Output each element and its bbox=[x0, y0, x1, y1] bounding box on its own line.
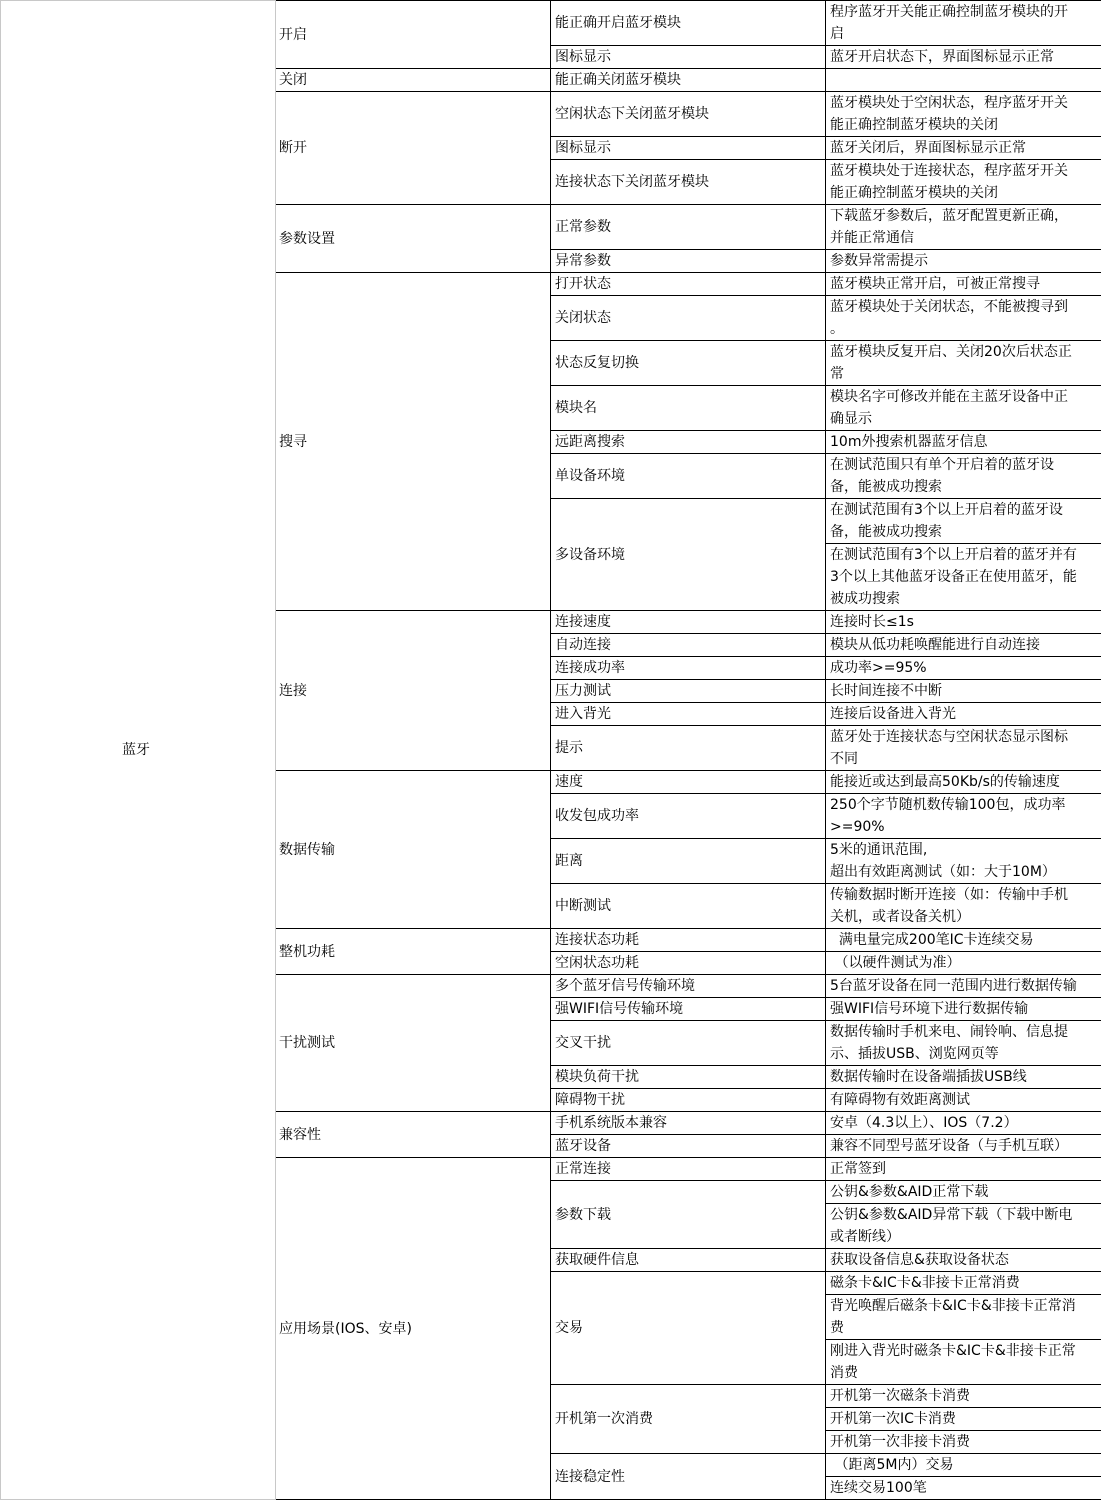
check-item-cell: 交易 bbox=[551, 1272, 826, 1385]
check-item-cell: 能正确开启蓝牙模块 bbox=[551, 1, 826, 46]
expected-result-cell: 5台蓝牙设备在同一范围内进行数据传输 bbox=[826, 975, 1101, 998]
check-item-cell: 连接速度 bbox=[551, 611, 826, 634]
check-item-cell: 能正确关闭蓝牙模块 bbox=[551, 69, 826, 92]
expected-result-cell bbox=[826, 69, 1101, 92]
check-item-cell: 压力测试 bbox=[551, 680, 826, 703]
expected-result-cell: 兼容不同型号蓝牙设备（与手机互联） bbox=[826, 1135, 1101, 1158]
expected-result-cell: 强WIFI信号环境下进行数据传输 bbox=[826, 998, 1101, 1021]
feature-cell: 连接 bbox=[276, 611, 551, 771]
check-item-cell: 获取硬件信息 bbox=[551, 1249, 826, 1272]
expected-result-cell: 数据传输时手机来电、闹铃响、信息提 示、插拔USB、浏览网页等 bbox=[826, 1021, 1101, 1066]
expected-result-cell: 开机第一次非接卡消费 bbox=[826, 1431, 1101, 1454]
check-item-cell: 多个蓝牙信号传输环境 bbox=[551, 975, 826, 998]
check-item-cell: 提示 bbox=[551, 726, 826, 771]
check-item-cell: 参数下载 bbox=[551, 1181, 826, 1249]
check-item-cell: 单设备环境 bbox=[551, 454, 826, 499]
check-item-cell: 连接状态下关闭蓝牙模块 bbox=[551, 160, 826, 205]
expected-result-cell: 能接近或达到最高50Kb/s的传输速度 bbox=[826, 771, 1101, 794]
test-case-table-body bbox=[1, 1, 1101, 1500]
feature-cell: 断开 bbox=[276, 92, 551, 205]
check-item-cell: 远距离搜索 bbox=[551, 431, 826, 454]
check-item-cell: 距离 bbox=[551, 839, 826, 884]
check-item-cell: 开机第一次消费 bbox=[551, 1385, 826, 1454]
expected-result-cell: 获取设备信息&获取设备状态 bbox=[826, 1249, 1101, 1272]
check-item-cell: 中断测试 bbox=[551, 884, 826, 929]
check-item-cell: 多设备环境 bbox=[551, 499, 826, 611]
check-item-cell: 交叉干扰 bbox=[551, 1021, 826, 1066]
expected-result-cell: （距离5M内）交易 bbox=[826, 1454, 1101, 1477]
check-item-cell: 障碍物干扰 bbox=[551, 1089, 826, 1112]
check-item-cell: 图标显示 bbox=[551, 137, 826, 160]
expected-result-cell: 安卓（4.3以上）、IOS（7.2） bbox=[826, 1112, 1101, 1135]
expected-result-cell: 连续交易100笔 bbox=[826, 1477, 1101, 1500]
check-item-cell: 进入背光 bbox=[551, 703, 826, 726]
expected-result-cell: 下载蓝牙参数后，蓝牙配置更新正确， 并能正常通信 bbox=[826, 205, 1101, 250]
feature-cell: 干扰测试 bbox=[276, 975, 551, 1112]
check-item-cell: 模块名 bbox=[551, 386, 826, 431]
expected-result-cell: 刚进入背光时磁条卡&IC卡&非接卡正常 消费 bbox=[826, 1340, 1101, 1385]
feature-cell: 数据传输 bbox=[276, 771, 551, 929]
expected-result-cell: 公钥&参数&AID异常下载（下载中断电 或者断线） bbox=[826, 1204, 1101, 1249]
check-item-cell: 收发包成功率 bbox=[551, 794, 826, 839]
check-item-cell: 异常参数 bbox=[551, 250, 826, 273]
module-cell: 蓝牙 bbox=[1, 1, 276, 1500]
expected-result-cell: 蓝牙模块处于空闲状态，程序蓝牙开关 能正确控制蓝牙模块的关闭 bbox=[826, 92, 1101, 137]
expected-result-cell: 蓝牙开启状态下，界面图标显示正常 bbox=[826, 46, 1101, 69]
expected-result-cell: 模块从低功耗唤醒能进行自动连接 bbox=[826, 634, 1101, 657]
check-item-cell: 关闭状态 bbox=[551, 296, 826, 341]
expected-result-cell: 蓝牙关闭后，界面图标显示正常 bbox=[826, 137, 1101, 160]
check-item-cell: 连接成功率 bbox=[551, 657, 826, 680]
check-item-cell: 正常连接 bbox=[551, 1158, 826, 1181]
expected-result-cell: 5米的通讯范围, 超出有效距离测试（如：大于10M） bbox=[826, 839, 1101, 884]
expected-result-cell: 蓝牙处于连接状态与空闲状态显示图标 不同 bbox=[826, 726, 1101, 771]
feature-cell: 开启 bbox=[276, 1, 551, 69]
expected-result-cell: 开机第一次IC卡消费 bbox=[826, 1408, 1101, 1431]
check-item-cell: 强WIFI信号传输环境 bbox=[551, 998, 826, 1021]
expected-result-cell: 程序蓝牙开关能正确控制蓝牙模块的开 启 bbox=[826, 1, 1101, 46]
expected-result-cell: 成功率>=95% bbox=[826, 657, 1101, 680]
feature-cell: 搜寻 bbox=[276, 273, 551, 611]
expected-result-cell: 蓝牙模块正常开启，可被正常搜寻 bbox=[826, 273, 1101, 296]
expected-result-cell: 蓝牙模块处于连接状态，程序蓝牙开关 能正确控制蓝牙模块的关闭 bbox=[826, 160, 1101, 205]
check-item-cell: 模块负荷干扰 bbox=[551, 1066, 826, 1089]
check-item-cell: 连接稳定性 bbox=[551, 1454, 826, 1500]
check-item-cell: 空闲状态功耗 bbox=[551, 952, 826, 975]
expected-result-cell: 连接时长≤1s bbox=[826, 611, 1101, 634]
expected-result-cell: 磁条卡&IC卡&非接卡正常消费 bbox=[826, 1272, 1101, 1295]
feature-cell: 整机功耗 bbox=[276, 929, 551, 975]
expected-result-cell: 背光唤醒后磁条卡&IC卡&非接卡正常消 费 bbox=[826, 1295, 1101, 1340]
check-item-cell: 打开状态 bbox=[551, 273, 826, 296]
table-row bbox=[1, 1, 1101, 46]
expected-result-cell: 模块名字可修改并能在主蓝牙设备中正 确显示 bbox=[826, 386, 1101, 431]
expected-result-cell: 参数异常需提示 bbox=[826, 250, 1101, 273]
expected-result-cell: （以硬件测试为准） bbox=[826, 952, 1101, 975]
expected-result-cell: 蓝牙模块处于关闭状态，不能被搜寻到 。 bbox=[826, 296, 1101, 341]
check-item-cell: 空闲状态下关闭蓝牙模块 bbox=[551, 92, 826, 137]
expected-result-cell: 250个字节随机数传输100包，成功率 >=90% bbox=[826, 794, 1101, 839]
check-item-cell: 蓝牙设备 bbox=[551, 1135, 826, 1158]
check-item-cell: 连接状态功耗 bbox=[551, 929, 826, 952]
check-item-cell: 自动连接 bbox=[551, 634, 826, 657]
feature-cell: 应用场景(IOS、安卓) bbox=[276, 1158, 551, 1500]
expected-result-cell: 公钥&参数&AID正常下载 bbox=[826, 1181, 1101, 1204]
expected-result-cell: 在测试范围有3个以上开启着的蓝牙设 备，能被成功搜索 bbox=[826, 499, 1101, 544]
feature-cell: 参数设置 bbox=[276, 205, 551, 273]
feature-cell: 兼容性 bbox=[276, 1112, 551, 1158]
expected-result-cell: 在测试范围只有单个开启着的蓝牙设 备，能被成功搜索 bbox=[826, 454, 1101, 499]
expected-result-cell: 开机第一次磁条卡消费 bbox=[826, 1385, 1101, 1408]
feature-cell: 关闭 bbox=[276, 69, 551, 92]
expected-result-cell: 连接后设备进入背光 bbox=[826, 703, 1101, 726]
expected-result-cell: 正常签到 bbox=[826, 1158, 1101, 1181]
expected-result-cell: 蓝牙模块反复开启、关闭20次后状态正 常 bbox=[826, 341, 1101, 386]
expected-result-cell: 长时间连接不中断 bbox=[826, 680, 1101, 703]
expected-result-cell: 传输数据时断开连接（如：传输中手机 关机，或者设备关机） bbox=[826, 884, 1101, 929]
expected-result-cell: 有障碍物有效距离测试 bbox=[826, 1089, 1101, 1112]
check-item-cell: 图标显示 bbox=[551, 46, 826, 69]
check-item-cell: 手机系统版本兼容 bbox=[551, 1112, 826, 1135]
check-item-cell: 速度 bbox=[551, 771, 826, 794]
expected-result-cell: 在测试范围有3个以上开启着的蓝牙并有 3个以上其他蓝牙设备正在使用蓝牙，能 被成功搜索 bbox=[826, 544, 1101, 611]
expected-result-cell: 数据传输时在设备端插拔USB线 bbox=[826, 1066, 1101, 1089]
expected-result-cell: 满电量完成200笔IC卡连续交易 bbox=[826, 929, 1101, 952]
check-item-cell: 正常参数 bbox=[551, 205, 826, 250]
check-item-cell: 状态反复切换 bbox=[551, 341, 826, 386]
expected-result-cell: 10m外搜索机器蓝牙信息 bbox=[826, 431, 1101, 454]
